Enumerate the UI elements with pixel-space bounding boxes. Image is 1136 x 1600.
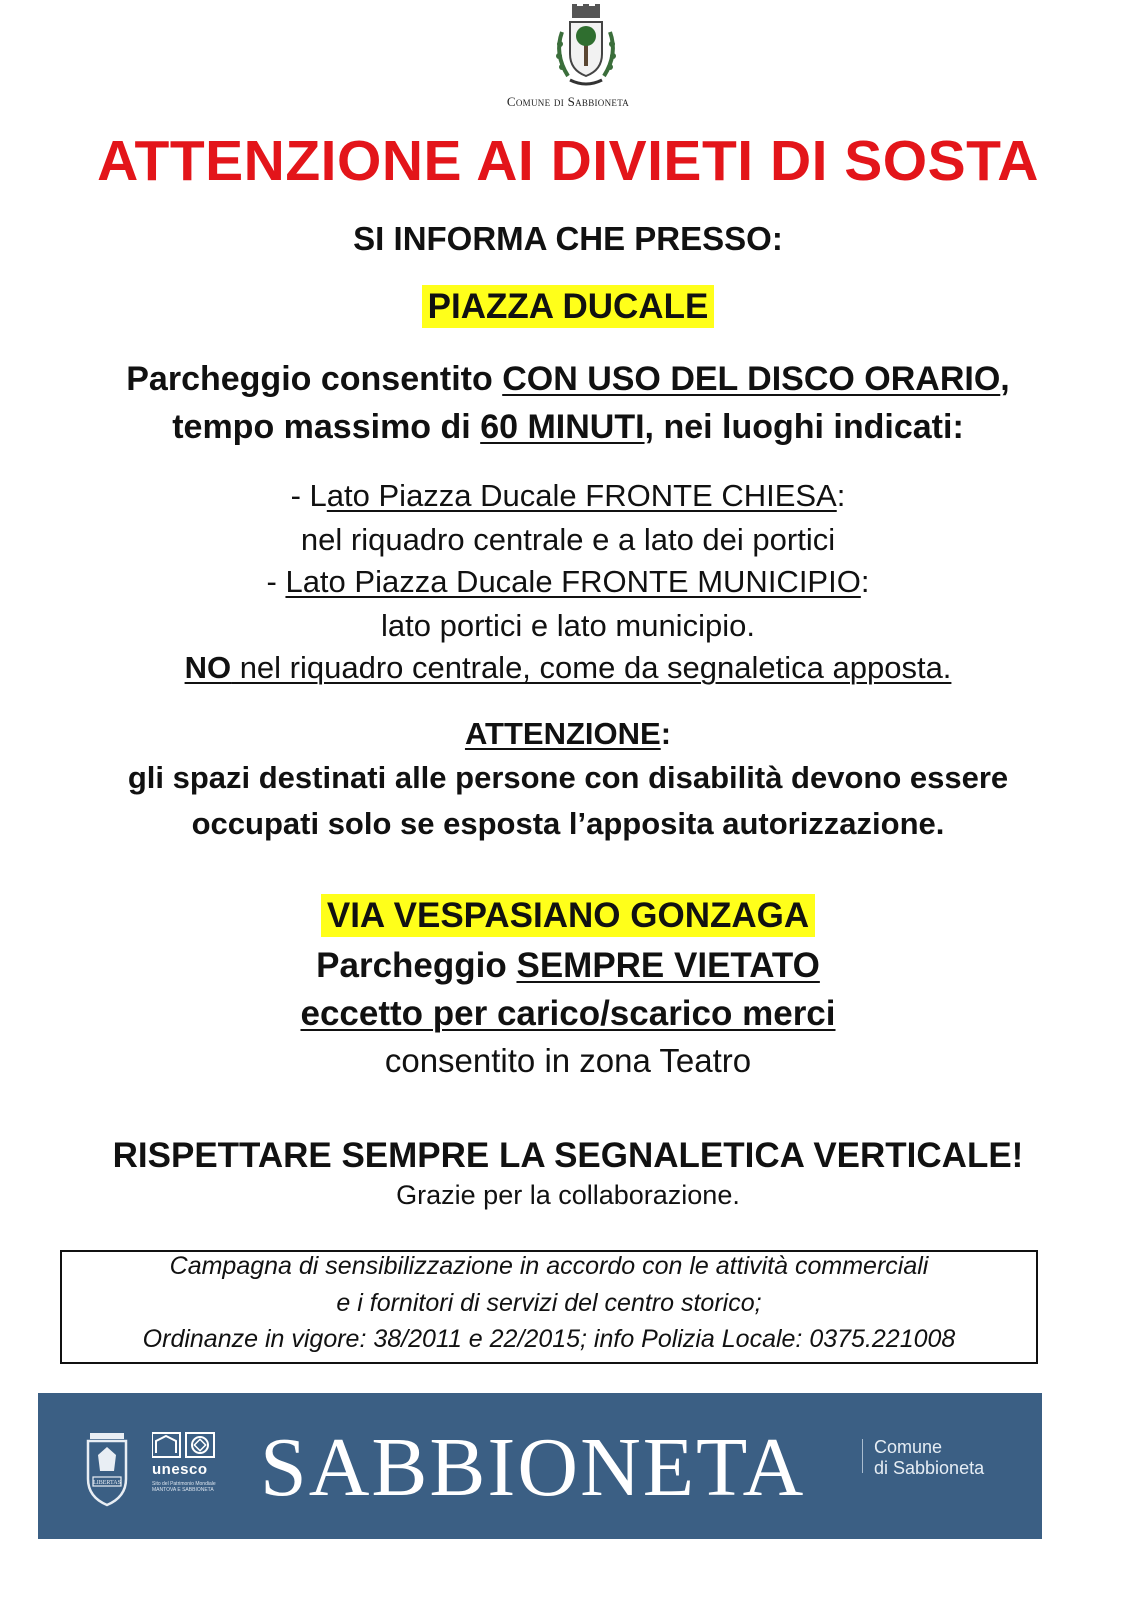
attention-heading	[0, 716, 1136, 752]
parking-line2-emph: 60 MINUTI	[480, 408, 645, 446]
note-line-2: e i fornitori di servizi del centro storico;	[336, 1289, 762, 1317]
banner-comune-label	[874, 1437, 984, 1479]
comune-caption: Comune di Sabbioneta	[506, 94, 630, 109]
banner-city-name: SABBIONETA	[260, 1421, 806, 1514]
attention-line-1: gli spazi destinati alle persone con disabilità devono essere	[127, 760, 1009, 795]
via-line-3: consentito in zona Teatro	[384, 1042, 752, 1079]
loc3-suffix: :	[860, 564, 870, 599]
parking-line2-suffix: , nei luoghi indicati:	[644, 408, 964, 446]
parking-line2-prefix: tempo massimo di	[172, 408, 481, 446]
via-name: VIA VESPASIANO GONZAGA	[321, 894, 815, 937]
crest-motto: LIBERTAS	[93, 1480, 121, 1486]
loc5-bold: NO	[184, 650, 232, 685]
parking-line1-prefix: Parcheggio consentito	[126, 360, 503, 398]
attention-line-2: occupati solo se esposta l’apposita autorizzazione.	[191, 806, 945, 841]
banner-comune-line2: di Sabbioneta	[874, 1458, 985, 1478]
parking-line1-emph: CON USO DEL DISCO ORARIO	[502, 360, 1001, 398]
note-line-3: Ordinanze in vigore: 38/2011 e 22/2015; info Polizia Locale: 0375.221008	[142, 1325, 956, 1353]
loc1-suffix: :	[836, 478, 846, 513]
via-line1-emph: SEMPRE VIETATO	[516, 946, 820, 985]
via-line-1	[0, 946, 1136, 986]
attention-heading-suffix: :	[660, 716, 672, 751]
location-line-2: nel riquadro centrale e a lato dei portici	[300, 522, 836, 557]
via-heading	[0, 896, 1136, 936]
location-line-3	[0, 564, 1136, 600]
page-title: ATTENZIONE AI DIVIETI DI SOSTA	[97, 129, 1039, 193]
piazza-name: PIAZZA DUCALE	[422, 285, 715, 328]
piazza-parking-line1	[0, 360, 1136, 399]
sabbioneta-crest-icon	[80, 1425, 134, 1511]
loc1-prefix: - L	[290, 478, 327, 513]
location-line-4: lato portici e lato municipio.	[381, 608, 755, 643]
banner-divider	[862, 1439, 863, 1473]
sabbioneta-banner	[38, 1393, 1042, 1539]
location-line-5	[0, 650, 1136, 686]
note-line-1: Campagna di sensibilizzazione in accordo con le attività commerciali	[169, 1252, 929, 1280]
location-line-1	[0, 478, 1136, 514]
intro-heading: SI INFORMA CHE PRESSO:	[353, 220, 783, 257]
ordinance-note-box	[60, 1250, 1038, 1364]
via-line2-text: eccetto per carico/scarico merci	[300, 994, 836, 1033]
comune-crest-icon	[548, 4, 624, 90]
unesco-subtitle: Sito del Patrimonio Mondiale MANTOVA E SABBIONETA	[152, 1481, 216, 1493]
via-line1-prefix: Parcheggio	[316, 946, 517, 985]
piazza-parking-line2	[0, 408, 1136, 447]
unesco-emblem-icon	[152, 1431, 218, 1459]
rispettare-line: RISPETTARE SEMPRE LA SEGNALETICA VERTICALE!	[112, 1136, 1024, 1175]
attention-heading-word: ATTENZIONE	[464, 716, 661, 751]
loc3-prefix: -	[266, 564, 286, 599]
unesco-label: unesco	[152, 1461, 208, 1478]
banner-comune-line1: Comune	[874, 1437, 943, 1457]
loc1-emph: ato Piazza Ducale FRONTE CHIESA	[326, 478, 837, 513]
via-line-2	[0, 994, 1136, 1034]
piazza-heading	[0, 287, 1136, 327]
loc3-emph: Lato Piazza Ducale FRONTE MUNICIPIO	[285, 564, 861, 599]
grazie-line: Grazie per la collaborazione.	[396, 1180, 740, 1210]
parking-line1-suffix: ,	[1000, 360, 1010, 398]
loc5-rest: nel riquadro centrale, come da segnaletica apposta.	[231, 650, 952, 685]
